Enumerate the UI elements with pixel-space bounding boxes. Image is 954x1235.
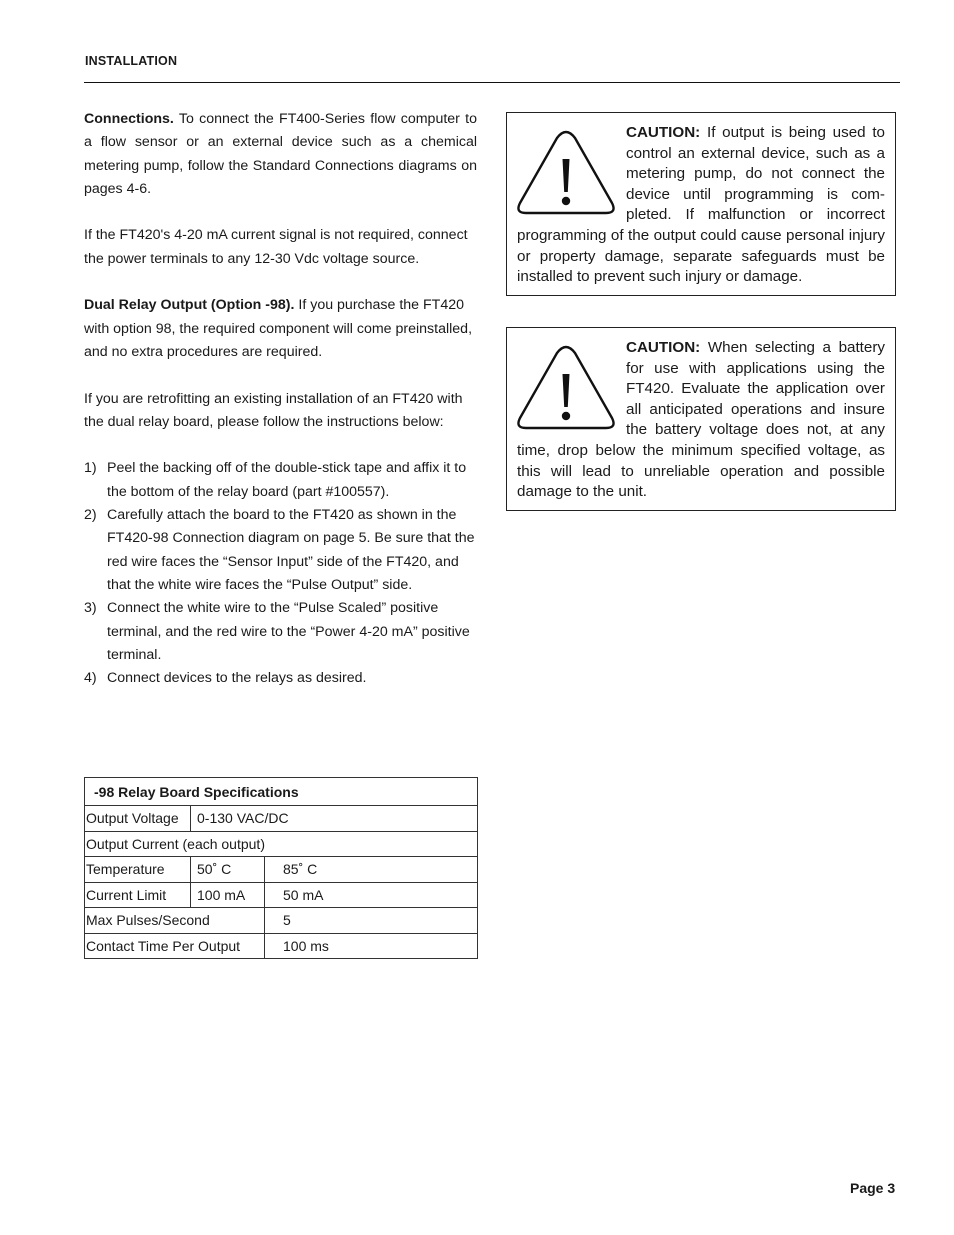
row-value: 50˚ C [191,857,265,883]
row-label: Output Current (each output) [85,831,478,857]
retrofit-intro: If you are retrofitting an existing installation of an FT420 with the dual relay board, please follow the instructions below: [84,390,463,430]
step-text: Carefully attach the board to the FT420 as shown in the FT420-98 Connection diagram on page 5. Be sure that the red wire faces the “Sensor Input” side of the FT420, and that the white wire faces the “Pulse Output” side. [107,507,475,593]
row-value: 100 ms [265,933,478,959]
row-value: 5 [265,908,478,934]
dual-relay-title: Dual Relay Output (Option -98). [84,297,295,314]
step-number: 1) [84,460,97,477]
caution-box-battery [506,327,896,511]
section-header: INSTALLATION [85,54,178,68]
relay-spec-table [84,777,478,959]
list-item [84,457,477,504]
table-row [85,882,478,908]
step-text: Connect the white wire to the “Pulse Scaled” positive terminal, and the red wire to the “Power 4-20 mA” positive terminal. [107,600,470,663]
list-item [84,667,477,690]
table-row [85,933,478,959]
table-row [85,908,478,934]
dual-relay-text: If you purchase the FT420 with option 98, the required component will come preinstalled, and no extra procedures are required. [84,297,473,360]
warning-triangle-icon [517,129,615,221]
row-label: Max Pulses/Second [85,908,265,934]
row-value: 85˚ C [265,857,478,883]
connections-title: Connections. [84,111,174,127]
table-row [85,831,478,857]
warning-triangle-icon [517,344,615,436]
table-title: -98 Relay Board Specifications [85,778,478,806]
caution-label: CAUTION: [626,339,701,356]
list-item [84,597,477,667]
connections-paragraph [84,108,477,201]
caution-text: When selecting a battery for use with applications using the FT420. Evaluate the application over all anticipated operations and insure the battery voltage does not, at any time, drop below the minimum specified voltage, as this will lead to unreliable operation and possible damage to the unit. [517,339,885,501]
caution-text: If output is being used to control an external device, such as a metering pump, do not connect the device until programming is com-pleted. If malfunction or incorrect programming of the output could cause personal injury or property damage, separate safeguards must be installed to prevent such injury or damage. [517,124,885,286]
step-number: 3) [84,600,97,617]
row-value: 0-130 VAC/DC [191,806,478,832]
list-item [84,504,477,597]
row-label: Contact Time Per Output [85,933,265,959]
step-number: 4) [84,670,97,687]
row-label: Temperature [85,857,191,883]
table-row [85,778,478,806]
step-text: Peel the backing off of the double-stick tape and affix it to the bottom of the relay board (part #100557). [107,460,467,500]
step-number: 2) [84,507,97,524]
install-steps [84,457,477,690]
step-text: Connect devices to the relays as desired. [107,670,367,687]
page-number: Page 3 [850,1180,896,1196]
row-value: 100 mA [191,882,265,908]
row-value: 50 mA [265,882,478,908]
caution-label: CAUTION: [626,124,701,141]
table-row [85,857,478,883]
table-row [85,806,478,832]
header-divider [84,82,900,83]
row-label: Current Limit [85,882,191,908]
connections-text: To connect the FT400-Series flow computer to a flow sensor or an external device such as a chemical metering pump, follow the Standard Connections diagrams on pages 4-6. [84,111,477,197]
dual-relay-paragraph [84,294,477,364]
current-note-paragraph: If the FT420's 4-20 mA current signal is not required, connect the power terminals to any 12-30 Vdc voltage source. [84,227,468,267]
left-column [84,108,477,690]
caution-box-output [506,112,896,296]
row-label: Output Voltage [85,806,191,832]
